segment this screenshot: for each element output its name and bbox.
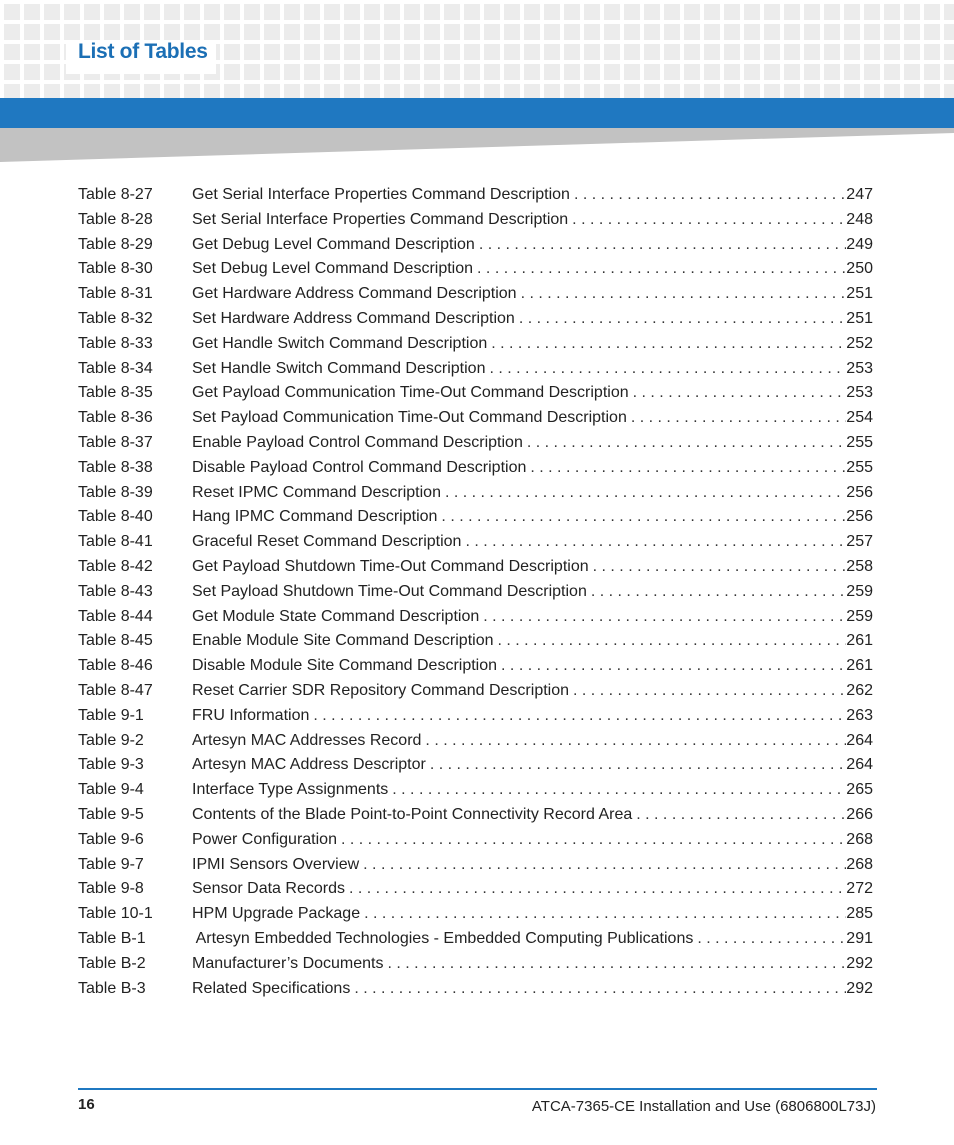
- toc-entry[interactable]: [78, 332, 873, 357]
- toc-entry-line: [192, 431, 873, 456]
- toc-entry[interactable]: [78, 927, 873, 952]
- toc-entry-title: Set Payload Shutdown Time-Out Command Description: [192, 582, 587, 600]
- toc-entry-page: 261: [846, 632, 873, 650]
- toc-dot-leader: [521, 282, 847, 307]
- toc-entry[interactable]: [78, 530, 873, 555]
- toc-entry[interactable]: [78, 803, 873, 828]
- toc-entry-number: Table 8-33: [78, 334, 153, 352]
- toc-entry-line: [192, 704, 873, 729]
- toc-entry-title: Sensor Data Records: [192, 880, 345, 898]
- toc-entry-number: Table 8-47: [78, 681, 153, 699]
- toc-entry-number: Table 8-42: [78, 557, 153, 575]
- toc-dot-leader: [341, 828, 846, 853]
- toc-dot-leader: [483, 605, 846, 630]
- toc-entry-page: 272: [846, 880, 873, 898]
- toc-entry-title: Disable Payload Control Command Description: [192, 458, 527, 476]
- toc-entry-page: 248: [846, 210, 873, 228]
- toc-dot-leader: [349, 877, 846, 902]
- toc-entry-line: [192, 729, 873, 754]
- toc-entry-line: [192, 381, 873, 406]
- toc-entry-title: Reset IPMC Command Description: [192, 483, 441, 501]
- toc-entry[interactable]: [78, 679, 873, 704]
- toc-entry-title: Artesyn Embedded Technologies - Embedded Computing Publications: [192, 929, 694, 947]
- toc-entry-line: [192, 530, 873, 555]
- toc-entry-title: Related Specifications: [192, 979, 351, 997]
- toc-dot-leader: [364, 902, 846, 927]
- toc-dot-leader: [697, 927, 846, 952]
- toc-entry-line: [192, 605, 873, 630]
- toc-entry[interactable]: [78, 654, 873, 679]
- toc-entry-line: [192, 456, 873, 481]
- toc-entry-page: 256: [846, 508, 873, 526]
- toc-entry-page: 254: [846, 409, 873, 427]
- toc-entry-page: 251: [846, 309, 873, 327]
- toc-entry-number: Table 8-34: [78, 359, 153, 377]
- toc-entry-number: Table 8-27: [78, 186, 153, 203]
- toc-entry[interactable]: [78, 381, 873, 406]
- toc-entry-page: 264: [846, 731, 873, 749]
- toc-entry-number: Table 9-2: [78, 731, 144, 749]
- toc-entry[interactable]: [78, 629, 873, 654]
- toc-entry-title: Manufacturer’s Documents: [192, 954, 384, 972]
- toc-dot-leader: [530, 456, 846, 481]
- toc-entry[interactable]: [78, 877, 873, 902]
- toc-entry[interactable]: [78, 952, 873, 977]
- toc-entry-line: [192, 208, 873, 233]
- toc-entry-line: [192, 580, 873, 605]
- toc-entry-page: 266: [846, 805, 873, 823]
- toc-entry-page: 247: [846, 186, 873, 203]
- toc-dot-leader: [497, 629, 846, 654]
- toc-entry-number: Table 8-45: [78, 632, 153, 650]
- toc-entry-number: Table 8-30: [78, 260, 153, 278]
- toc-dot-leader: [441, 505, 846, 530]
- toc-dot-leader: [354, 977, 846, 1002]
- toc-entry-page: 292: [846, 954, 873, 972]
- toc-entry-number: Table 8-39: [78, 483, 153, 501]
- toc-entry[interactable]: [78, 208, 873, 233]
- toc-entry[interactable]: [78, 456, 873, 481]
- list-of-tables: [78, 183, 873, 1001]
- toc-entry-title: Power Configuration: [192, 830, 337, 848]
- toc-entry-title: Disable Module Site Command Description: [192, 657, 498, 675]
- toc-entry-title: Set Serial Interface Properties Command Description: [192, 210, 569, 228]
- toc-entry-title: Enable Payload Control Command Description: [192, 433, 523, 451]
- toc-entry-page: 256: [846, 483, 873, 501]
- toc-entry-title: Reset Carrier SDR Repository Command Description: [192, 681, 570, 699]
- toc-entry-number: Table 9-8: [78, 880, 144, 898]
- toc-entry-title: Get Module State Command Description: [192, 607, 480, 625]
- toc-entry[interactable]: [78, 282, 873, 307]
- toc-entry-line: [192, 753, 873, 778]
- toc-entry-number: Table 8-41: [78, 533, 153, 551]
- toc-dot-leader: [465, 530, 846, 555]
- toc-dot-leader: [479, 233, 846, 258]
- toc-entry-line: [192, 877, 873, 902]
- toc-entry-title: Set Payload Communication Time-Out Command Description: [192, 409, 627, 427]
- toc-entry-page: 250: [846, 260, 873, 278]
- toc-entry[interactable]: [78, 704, 873, 729]
- toc-dot-leader: [631, 406, 846, 431]
- toc-entry-title: Get Debug Level Command Description: [192, 235, 475, 253]
- toc-entry-page: 291: [846, 929, 873, 947]
- toc-dot-leader: [573, 679, 846, 704]
- toc-entry-line: [192, 257, 873, 282]
- toc-entry-line: [192, 505, 873, 530]
- toc-entry-title: FRU Information: [192, 706, 310, 724]
- toc-entry-page: 252: [846, 334, 873, 352]
- toc-entry-page: 263: [846, 706, 873, 724]
- toc-entry-number: Table 9-7: [78, 855, 144, 873]
- toc-entry-page: 285: [846, 905, 873, 923]
- toc-entry[interactable]: [78, 828, 873, 853]
- toc-entry-line: [192, 282, 873, 307]
- toc-entry-page: 264: [846, 756, 873, 774]
- toc-dot-leader: [388, 952, 847, 977]
- toc-entry-title: Artesyn MAC Address Descriptor: [192, 756, 426, 774]
- toc-dot-leader: [392, 778, 846, 803]
- toc-dot-leader: [636, 803, 846, 828]
- toc-entry-line: [192, 555, 873, 580]
- toc-entry[interactable]: [78, 729, 873, 754]
- toc-entry-page: 292: [846, 979, 873, 997]
- toc-entry-page: 262: [846, 681, 873, 699]
- toc-entry-line: [192, 307, 873, 332]
- toc-entry-page: 249: [846, 235, 873, 253]
- toc-dot-leader: [430, 753, 846, 778]
- toc-entry-title: Get Serial Interface Properties Command Description: [192, 186, 570, 203]
- toc-entry-title: Get Payload Communication Time-Out Command Description: [192, 384, 629, 402]
- toc-dot-leader: [501, 654, 846, 679]
- toc-entry-title: Set Debug Level Command Description: [192, 260, 474, 278]
- toc-entry-line: [192, 977, 873, 1002]
- toc-entry-page: 255: [846, 458, 873, 476]
- toc-entry-number: Table 9-5: [78, 805, 144, 823]
- page-title: List of Tables: [78, 40, 208, 63]
- toc-entry-number: Table 8-32: [78, 309, 153, 327]
- toc-entry-title: IPMI Sensors Overview: [192, 855, 360, 873]
- toc-entry-number: Table 9-6: [78, 830, 144, 848]
- toc-dot-leader: [363, 853, 846, 878]
- toc-entry-page: 259: [846, 607, 873, 625]
- toc-dot-leader: [425, 729, 846, 754]
- toc-entry-line: [192, 828, 873, 853]
- toc-entry[interactable]: [78, 853, 873, 878]
- toc-entry-number: Table 9-4: [78, 781, 144, 799]
- toc-entry-title: Hang IPMC Command Description: [192, 508, 438, 526]
- toc-entry-title: Artesyn MAC Addresses Record: [192, 731, 422, 749]
- toc-entry-title: Graceful Reset Command Description: [192, 533, 462, 551]
- toc-entry-title: Enable Module Site Command Description: [192, 632, 494, 650]
- toc-entry-number: Table 10-1: [78, 905, 153, 923]
- toc-dot-leader: [633, 381, 847, 406]
- toc-entry[interactable]: [78, 977, 873, 1002]
- toc-entry-line: [192, 406, 873, 431]
- toc-entry-page: 253: [846, 384, 873, 402]
- toc-entry-page: 258: [846, 557, 873, 575]
- toc-entry[interactable]: [78, 183, 873, 208]
- toc-dot-leader: [527, 431, 846, 456]
- toc-entry-number: Table B-2: [78, 954, 146, 972]
- toc-entry-title: Set Hardware Address Command Description: [192, 309, 515, 327]
- toc-entry-line: [192, 902, 873, 927]
- toc-entry[interactable]: [78, 406, 873, 431]
- toc-entry-line: [192, 357, 873, 382]
- toc-entry-line: [192, 803, 873, 828]
- header-blue-band: [0, 98, 954, 128]
- toc-entry-number: Table B-1: [78, 929, 146, 947]
- toc-dot-leader: [574, 183, 846, 208]
- toc-entry-page: 253: [846, 359, 873, 377]
- toc-entry[interactable]: [78, 753, 873, 778]
- toc-entry[interactable]: [78, 357, 873, 382]
- toc-dot-leader: [591, 580, 846, 605]
- toc-entry-page: 268: [846, 830, 873, 848]
- toc-entry[interactable]: [78, 580, 873, 605]
- toc-dot-leader: [445, 481, 846, 506]
- toc-entry-title: Get Payload Shutdown Time-Out Command Description: [192, 557, 589, 575]
- toc-entry-line: [192, 332, 873, 357]
- toc-entry[interactable]: [78, 605, 873, 630]
- toc-entry-title: Contents of the Blade Point-to-Point Connectivity Record Area: [192, 805, 633, 823]
- toc-entry-number: Table 8-44: [78, 607, 153, 625]
- footer-rule: [78, 1088, 877, 1090]
- toc-entry[interactable]: [78, 307, 873, 332]
- toc-entry[interactable]: [78, 233, 873, 258]
- toc-entry-number: Table 8-28: [78, 210, 153, 228]
- toc-dot-leader: [491, 332, 846, 357]
- toc-entry-page: 255: [846, 433, 873, 451]
- toc-entry-number: Table 8-36: [78, 409, 153, 427]
- toc-entry-number: Table 8-35: [78, 384, 153, 402]
- toc-entry-page: 268: [846, 855, 873, 873]
- toc-entry-number: Table 9-1: [78, 706, 144, 724]
- toc-dot-leader: [313, 704, 846, 729]
- toc-entry[interactable]: [78, 555, 873, 580]
- toc-entry-number: Table 8-29: [78, 235, 153, 253]
- toc-entry-line: [192, 927, 873, 952]
- toc-entry-number: Table 9-3: [78, 756, 144, 774]
- toc-entry-number: Table 8-46: [78, 657, 153, 675]
- toc-entry-number: Table 8-38: [78, 458, 153, 476]
- toc-entry[interactable]: [78, 257, 873, 282]
- toc-entry-line: [192, 679, 873, 704]
- toc-entry-title: Interface Type Assignments: [192, 781, 389, 799]
- toc-entry-line: [192, 654, 873, 679]
- toc-entry-line: [192, 853, 873, 878]
- toc-entry[interactable]: [78, 902, 873, 927]
- toc-entry-title: HPM Upgrade Package: [192, 905, 361, 923]
- toc-entry-line: [192, 233, 873, 258]
- toc-entry[interactable]: [78, 481, 873, 506]
- toc-dot-leader: [477, 257, 846, 282]
- toc-entry-page: 257: [846, 533, 873, 551]
- header-grey-wedge: [0, 128, 954, 162]
- footer-page-number: 16: [78, 1096, 95, 1113]
- toc-dot-leader: [572, 208, 846, 233]
- toc-entry-line: [192, 952, 873, 977]
- toc-entry-number: Table 8-37: [78, 433, 153, 451]
- toc-dot-leader: [593, 555, 847, 580]
- toc-entry-title: Get Hardware Address Command Description: [192, 285, 517, 303]
- toc-dot-leader: [489, 357, 846, 382]
- footer-document-title: ATCA-7365-CE Installation and Use (6806800L73J): [531, 1098, 876, 1115]
- toc-entry-page: 251: [846, 285, 873, 303]
- toc-entry-number: Table 8-40: [78, 508, 153, 526]
- toc-entry-page: 265: [846, 781, 873, 799]
- toc-dot-leader: [519, 307, 846, 332]
- toc-entry-title: Set Handle Switch Command Description: [192, 359, 486, 377]
- toc-entry-page: 259: [846, 582, 873, 600]
- toc-entry[interactable]: [78, 431, 873, 456]
- toc-entry-page: 261: [846, 657, 873, 675]
- toc-entry-line: [192, 629, 873, 654]
- toc-entry-number: Table B-3: [78, 979, 146, 997]
- toc-entry[interactable]: [78, 505, 873, 530]
- toc-entry-line: [192, 778, 873, 803]
- toc-entry-line: [192, 481, 873, 506]
- toc-entry-number: Table 8-31: [78, 285, 153, 303]
- toc-entry-number: Table 8-43: [78, 582, 153, 600]
- toc-entry[interactable]: [78, 778, 873, 803]
- toc-entry-title: Get Handle Switch Command Description: [192, 334, 488, 352]
- toc-entry-line: [192, 183, 873, 208]
